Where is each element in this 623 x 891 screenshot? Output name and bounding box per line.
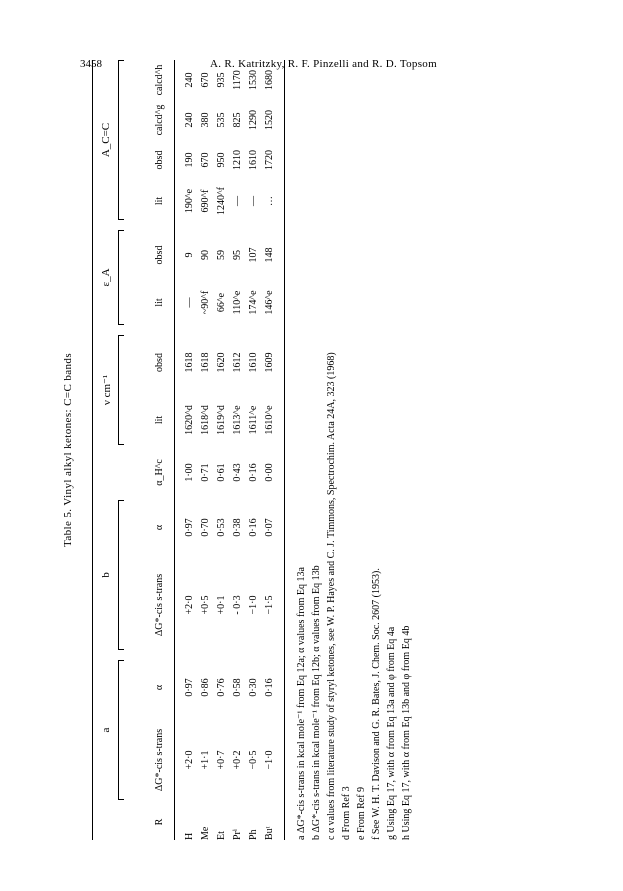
- table-cell: 1680: [264, 70, 275, 90]
- table-cell: +0·7: [216, 750, 227, 770]
- table-cell: 1530: [248, 70, 259, 90]
- table-cell: 1610: [248, 352, 259, 373]
- table-cell: 190: [184, 152, 195, 168]
- col-nu-lit: lit: [154, 415, 165, 425]
- col-a-dg: ΔG*-cis s-trans: [154, 728, 165, 792]
- table-cell: −1·0: [264, 750, 275, 770]
- table-cell: +2·0: [184, 595, 195, 615]
- table-cell: +0·1: [216, 595, 227, 615]
- table-cell: Et: [216, 831, 227, 840]
- group-nu-label: ν cm⁻¹: [101, 374, 113, 406]
- table-cell: 950: [216, 152, 227, 168]
- table-row: [232, 60, 247, 840]
- table-cell: 146^e: [264, 290, 275, 315]
- table-cell: 1611^e: [248, 405, 259, 435]
- col-eps-lit: lit: [154, 298, 165, 307]
- rotated-table: [62, 60, 562, 840]
- top-rule: [92, 60, 93, 840]
- table-cell: ~90^f: [200, 290, 211, 315]
- table-row: [216, 60, 231, 840]
- col-acc-obsd: obsd: [154, 150, 165, 170]
- table-cell: 0·16: [248, 463, 259, 482]
- table-cell: 190^e: [184, 188, 195, 214]
- table-cell: H: [184, 832, 195, 840]
- table-cell: Buᵗ: [264, 826, 275, 840]
- footnote: d From Ref 3: [341, 786, 352, 840]
- running-head: A. R. Katritzky, R. F. Pinzelli and R. D. Topsom: [210, 58, 437, 70]
- table-cell: 1619^d: [216, 405, 227, 435]
- table-cell: 95: [232, 250, 243, 260]
- table-cell: 1620: [216, 352, 227, 373]
- table-cell: 1610^e: [264, 405, 275, 435]
- table-row: [248, 60, 263, 840]
- table-cell: +1·1: [200, 750, 211, 770]
- footnote: f See W. H. T. Davison and G. R. Bates, J. Chem. Soc. 2607 (1953).: [371, 568, 382, 840]
- table-cell: —: [184, 297, 195, 308]
- table-cell: Me: [200, 826, 211, 840]
- table-cell: 9: [184, 252, 195, 258]
- footnote: a ΔG*-cis s-trans in kcal mole⁻¹ from Eq 12a; α values from Eq 13a: [296, 567, 307, 840]
- table-cell: 1618: [200, 352, 211, 373]
- footnote: g Using Eq 17, with α from Eq 13a and φ from Eq 4a: [386, 626, 397, 840]
- table-cell: …: [264, 196, 275, 206]
- table-cell: 1520: [264, 110, 275, 130]
- table-cell: 90: [200, 250, 211, 260]
- table-cell: 1720: [264, 150, 275, 170]
- header-rule: [174, 60, 175, 840]
- table-cell: 107: [248, 247, 259, 263]
- group-a-brace: [118, 660, 125, 800]
- table-cell: —: [232, 196, 243, 206]
- table-cell: 0·30: [248, 678, 259, 697]
- table-cell: 0·97: [184, 678, 195, 697]
- table-cell: 240: [184, 72, 195, 88]
- table-cell: 380: [200, 112, 211, 128]
- table-cell: 1290: [248, 110, 259, 130]
- table-cell: −1·0: [248, 595, 259, 615]
- table-cell: —: [248, 196, 259, 206]
- table-cell: 0·53: [216, 518, 227, 537]
- table-cell: 0·07: [264, 518, 275, 537]
- table-cell: 0·70: [200, 518, 211, 537]
- table-cell: 148: [264, 247, 275, 263]
- table-row: [200, 60, 215, 840]
- table-cell: 1609: [264, 352, 275, 373]
- table-cell: 0·71: [200, 463, 211, 482]
- bottom-rule: [284, 60, 285, 840]
- table-cell: 1618^d: [200, 405, 211, 435]
- group-b-brace: [118, 500, 125, 650]
- col-r: R: [154, 818, 165, 826]
- table-row: [264, 60, 279, 840]
- table-cell: −1·5: [264, 595, 275, 615]
- col-acc-calcd-g: calcd^g: [154, 104, 165, 136]
- page-number: 3458: [80, 58, 102, 70]
- table-row: [184, 60, 199, 840]
- table-cell: +0·5: [200, 595, 211, 615]
- table-cell: 174^e: [248, 290, 259, 315]
- table-cell: 0·76: [216, 678, 227, 697]
- table-cell: 0·38: [232, 518, 243, 537]
- table-cell: 110^e: [232, 290, 243, 315]
- table-cell: 1240^f: [216, 186, 227, 216]
- col-acc-lit: lit: [154, 196, 165, 206]
- col-eps-obsd: obsd: [154, 245, 165, 265]
- table-cell: 0·58: [232, 678, 243, 697]
- table-cell: 0·16: [264, 678, 275, 697]
- table-cell: Ph: [248, 829, 259, 840]
- table-cell: 1613^e: [232, 405, 243, 435]
- group-b-label: b: [100, 572, 112, 578]
- table-cell: 59: [216, 250, 227, 260]
- table-cell: 0·61: [216, 463, 227, 482]
- table-cell: - 0·3: [232, 595, 243, 615]
- footnote: b ΔG*-cis s-trans in kcal mole⁻¹ from Eq 12b; α values from Eq 13b: [311, 565, 322, 840]
- table-cell: Prⁱ: [232, 829, 243, 840]
- footnote: e From Ref 9: [356, 786, 367, 840]
- group-eps-brace: [118, 230, 125, 325]
- table-cell: 670: [200, 152, 211, 168]
- table-cell: −0·5: [248, 750, 259, 770]
- table-cell: +0·2: [232, 750, 243, 770]
- table-title: Table 5. Vinyl alkyl ketones: C=C bands: [62, 353, 74, 548]
- group-acc-brace: [118, 60, 125, 220]
- table-cell: +2·0: [184, 750, 195, 770]
- table-cell: 0·86: [200, 678, 211, 697]
- col-b-dg: ΔG*-cis s-trans: [154, 573, 165, 637]
- col-acc-calcd-h: calcd^h: [154, 64, 165, 96]
- col-b-alpha: α: [154, 524, 165, 531]
- footnotes: [294, 60, 414, 840]
- table-cell: 1620^d: [184, 405, 195, 435]
- table-cell: 1618: [184, 352, 195, 373]
- table-cell: 1170: [232, 70, 243, 90]
- table-cell: 535: [216, 112, 227, 128]
- group-eps-label: ε_A: [100, 268, 112, 287]
- table-cell: 690^f: [200, 189, 211, 213]
- table-cell: 0·16: [248, 518, 259, 537]
- table-cell: 0·43: [232, 463, 243, 482]
- table-cell: 240: [184, 112, 195, 128]
- col-alpha-h: α_H^c: [154, 459, 165, 486]
- table-cell: 825: [232, 112, 243, 128]
- group-nu-brace: [118, 335, 125, 445]
- table-cell: 0·97: [184, 518, 195, 537]
- group-a-label: a: [100, 727, 112, 733]
- table-cell: 670: [200, 72, 211, 88]
- footnote: h Using Eq 17, with α from Eq 13b and φ from Eq 4b: [401, 625, 412, 840]
- col-nu-obsd: obsd: [154, 353, 165, 372]
- table-cell: 0·00: [264, 463, 275, 482]
- table-cell: 1·00: [184, 463, 195, 482]
- group-acc-label: A_C=C: [100, 122, 112, 158]
- table-cell: 66^e: [216, 292, 227, 313]
- table-cell: 1612: [232, 352, 243, 373]
- col-a-alpha: α: [154, 684, 165, 691]
- footnote: c α values from literature study of styryl ketones, see W. P. Hayes and C. J. Timmons, Spectrochim. Acta 24A, 323 (1968): [326, 352, 337, 840]
- table-cell: 935: [216, 72, 227, 88]
- table-cell: 1610: [248, 150, 259, 170]
- table-cell: 1210: [232, 150, 243, 170]
